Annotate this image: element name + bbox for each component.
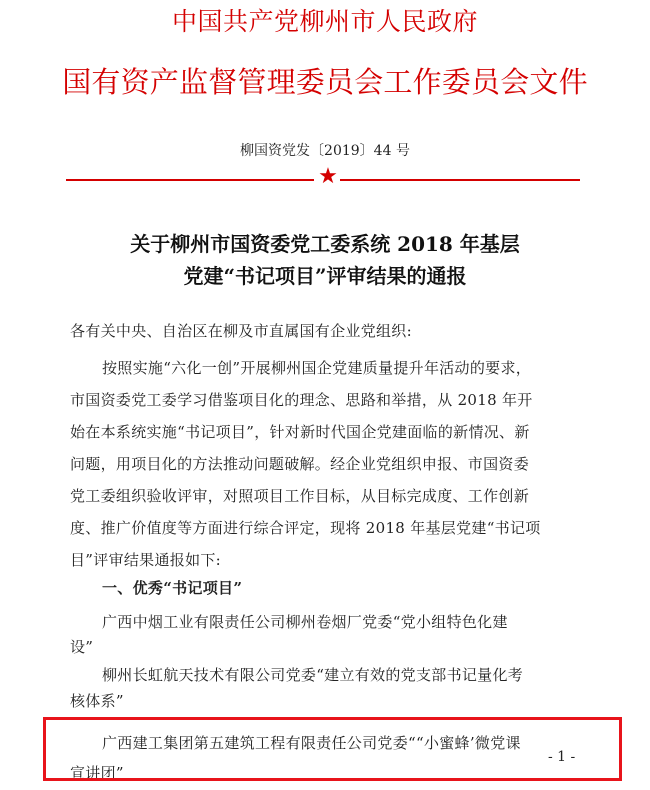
red-rule-right xyxy=(340,179,580,181)
red-rule-left xyxy=(66,179,314,181)
highlight-box xyxy=(43,717,622,781)
list-item-line: 广西建工集团第五建筑工程有限责任公司党委““小蜜蜂’微党课 xyxy=(102,734,521,752)
paragraph-line: 始在本系统实施“书记项目”，针对新时代国企党建面临的新情况、新 xyxy=(70,423,530,441)
list-item-line: 柳州长虹航天技术有限公司党委“建立有效的党支部书记量化考 xyxy=(102,666,524,684)
paragraph-line: 度、推广价值度等方面进行综合评定，现将 2018 年基层党建“书记项 xyxy=(70,519,541,537)
paragraph-line: 问题，用项目化的方法推动问题破解。经企业党组织申报、市国资委 xyxy=(70,455,530,473)
issuer-line-2: 国有资产监督管理委员会工作委员会文件 xyxy=(62,65,588,99)
list-item-line: 广西中烟工业有限责任公司柳州卷烟厂党委“党小组特色化建 xyxy=(102,613,508,631)
issuer-line-1: 中国共产党柳州市人民政府 xyxy=(171,7,478,36)
list-item-line: 核体系” xyxy=(70,692,124,710)
page-number: - 1 - xyxy=(548,749,576,765)
document-title-line-2: 党建“书记项目”评审结果的通报 xyxy=(183,264,467,288)
red-star-icon: ★ xyxy=(318,164,338,189)
list-item-line: 宣讲团” xyxy=(70,764,124,782)
document-title-line-1: 关于柳州市国资委党工委系统 2018 年基层 xyxy=(130,232,520,256)
salutation: 各有关中央、自治区在柳及市直属国有企业党组织: xyxy=(70,322,412,340)
list-item-line: 设” xyxy=(70,638,94,656)
section-heading: 一、优秀“书记项目” xyxy=(102,579,243,597)
paragraph-line: 党工委组织验收评审，对照项目工作目标，从目标完成度、工作创新 xyxy=(70,487,530,505)
paragraph-line: 按照实施“六化一创”开展柳州国企党建质量提升年活动的要求， xyxy=(102,359,532,377)
paragraph-line: 市国资委党工委学习借鉴项目化的理念、思路和举措，从 2018 年开 xyxy=(70,391,533,409)
paragraph-line: 目”评审结果通报如下: xyxy=(70,551,222,569)
document-number: 柳国资党发〔2019〕44 号 xyxy=(240,143,410,159)
